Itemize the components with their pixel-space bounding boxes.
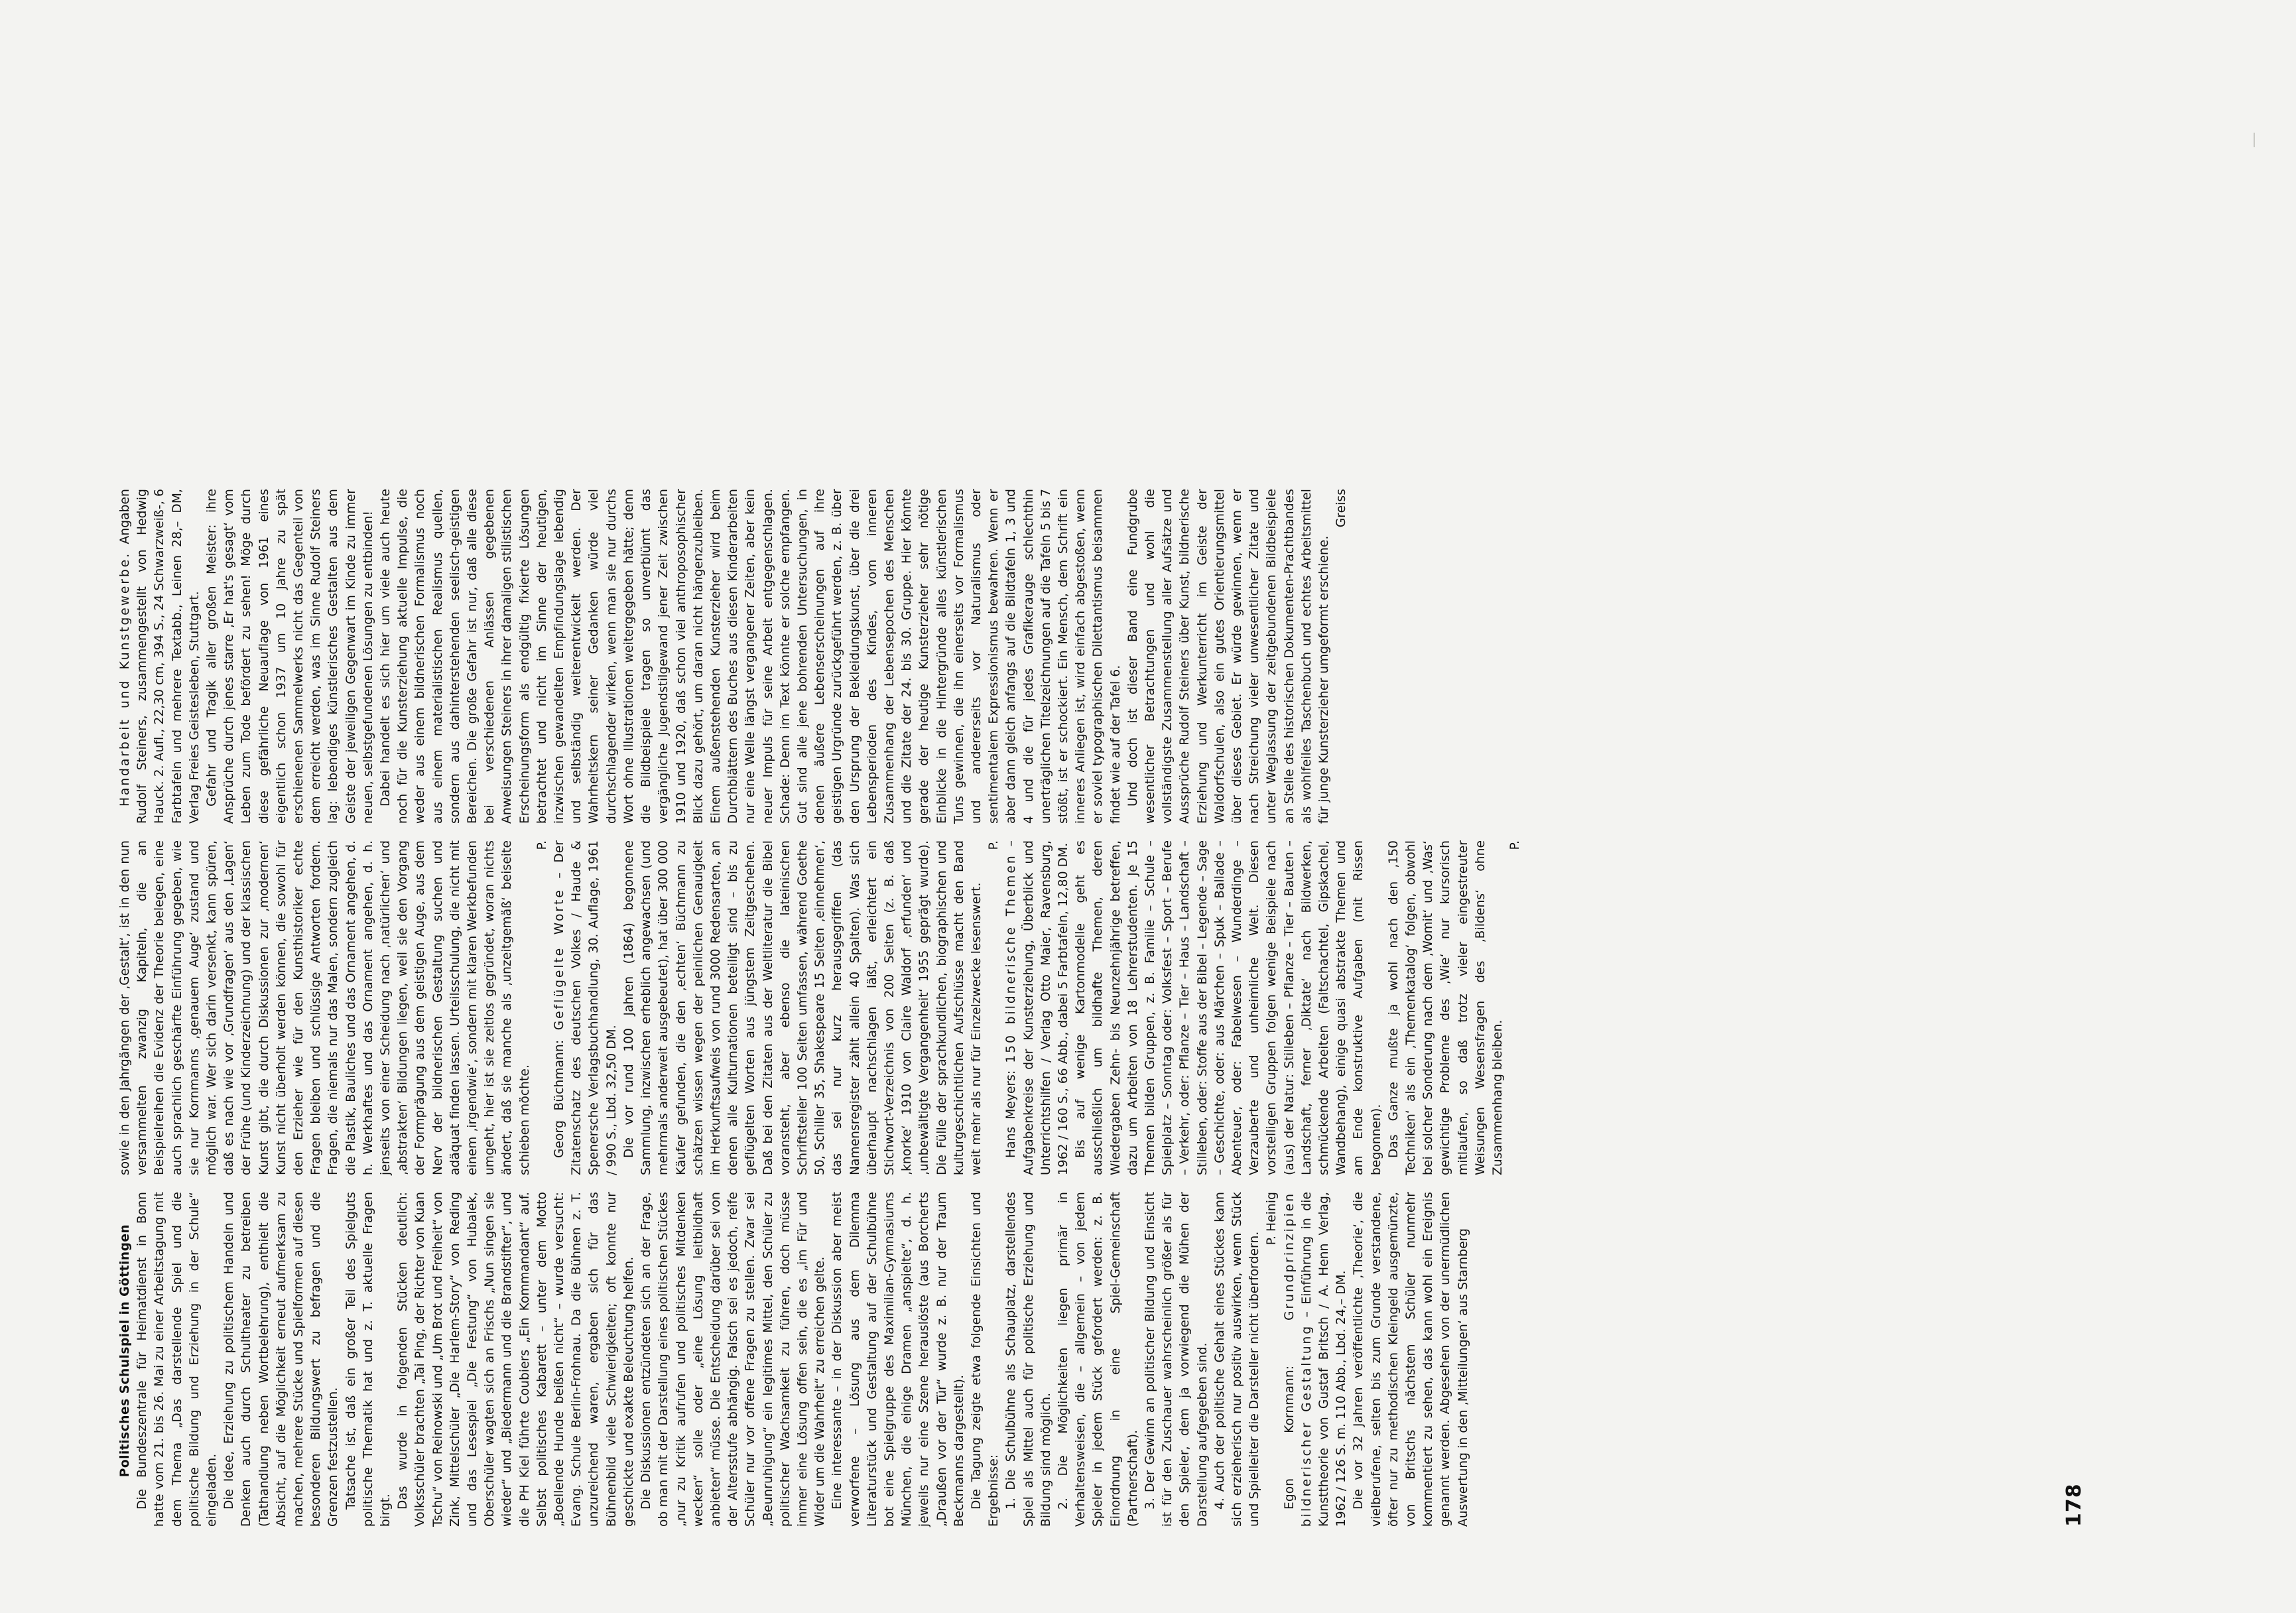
paragraph: Tatsache ist, daß ein großer Teil des Spielguts politische Thematik hat und z. T. aktuelle Fragen birgt. [344,1192,393,1527]
paragraph: Und doch ist dieser Band eine Fundgrube wesentlicher Betrachtungen und wohl die vollständigste Zusammenstellung aller Aufsätze und Aussprüche Rudolf Steiners über Kunst, bildnerische Erziehung und Werkunterricht im Geiste der Waldorfschulen, also ein gutes Orientierungsmittel über dieses Gebiet. Er würde gewinnen, wenn er nach Streichung vieler unwesentlicher Zitate und unter Weglassung der zeitgebundenen Bildbeispiele an Stelle des historischen Dokumenten-Prachtbandes als wohlfeiles Taschenbuch und echtes Arbeitsmittel für junge Kunsterzieher umgeformt erschiene. [1125,489,1332,824]
review-header [1003,840,1072,1175]
column-2 [117,840,1524,1175]
review-header [551,840,621,1175]
review-author: Egon Kornmann: [1282,1365,1297,1510]
review-author: Hans Meyers: [1004,1070,1019,1158]
column-3 [117,489,1350,824]
review-publication-info: – Aufgabenkreise der Kunsterziehung, Überblick und Unterrichtshilfen / Verlag Otto Maier, Ravensburg, 1962 / 160 S., 66 Abb., dabei 5 Farbtafeln, 12,80 DM. [1004,840,1070,1175]
paragraph: sowie in den Jahrgängen der ‚Gestalt‘, ist in den nun versammelten zwanzig Kapiteln, die an Beispielreihen die Evidenz der Theorie belegen, eine auch sprachlich geschärfte Einführung gegeben, wie sie nur Kornmanns ‚genauem Auge‘ zustand und möglich war. Wer sich darin versenkt, kann spüren, daß es nach wie vor ‚Grundfragen‘ aus den ‚Lagen‘ der Frühe (und Kinderzeichnung) und der klassischen Kunst gibt, die durch Diskussionen zur ‚modernen‘ Kunst nicht überholt werden können, die sowohl für den Erzieher wie für den Kunsthistoriker echte Fragen bleiben und schlüssige Antworten fordern. Fragen, die niemals nur das Malen, sondern zugleich die Plastik, Bauliches und das Ornament angehen, d. h. Werkhaftes und das Ornament angehen, d. h. jenseits von einer Scheidung nach ‚natürlichen‘ und ‚abstrakten‘ Bildungen liegen, weil sie den Vorgang der Formprägung aus dem geistigen Auge, aus dem Nerv der bildnerischen Gestaltung suchen und adäquat finden lassen. Urteilsschulung, die nicht mit einem ‚irgendwie‘, sondern mit klaren Werkbefunden umgeht, hier ist sie zeitlos gegründet, woran nichts ändert, daß sie manche als ‚unzeitgemäß‘ beiseite schieben möchte. [118,840,532,1175]
paragraph: Dabei handelt es sich hier um viele auch heute noch für die Kunsterziehung aktuelle Impulse, die weder aus einem bildnerischen Formalismus noch aus einem materialistischen Realismus quellen, sondern aus dahinterstehenden seelisch-geistigen Bereichen. Die große Gefahr ist nur, daß alle diese bei verschiedenen Anlässen gegebenen Anweisungen Steiners in ihrer damaligen stilistischen Erscheinungsform als endgültig fixierte Lösungen betrachtet und nicht im Sinne der heutigen, inzwischen gewandelten Empfindungslage lebendig und selbständig weiterentwickelt werden. Der Wahrheitskern seiner Gedanken würde viel durchschlagender wirken, wenn man sie nur durchs Wort ohne Illustrationen weitergegeben hätte; denn die Bildbeispiele tragen so unverblümt das vergängliche Jugendstilgewand jener Zeit zwischen 1910 und 1920, daß schon viel anthroposophischer Blick dazu gehört, um daran nicht hängenzubleiben. Einem außenstehenden Kunsterzieher wird beim Durchblättern des Buches aus diesen Kinderarbeiten nur eine Welle längst vergangener Zeiten, aber kein neuer Impuls für seine Arbeit entgegenschlagen. Schade: Denn im Text könnte er solche empfangen. Gut sind alle jene bohrenden Untersuchungen, in denen äußere Lebenserscheinungen auf ihre geistigen Urgründe zurückgeführt werden, z. B. über den Ursprung der Bekleidungskunst, über die drei Lebensperioden des Kindes, vom inneren Zusammenhang der Lebensepochen des Menschen und die Zitate der 24. bis 30. Gruppe. Hier könnte gerade der heutige Kunsterzieher sehr nötige Einblicke in die Hintergründe alles künstlerischen Tuns gewinnen, die ihn einerseits vor Formalismus und andererseits vor Naturalismus oder sentimentalem Expressionismus bewahren. Wenn er aber dann gleich anfangs auf die Bildtafeln 1, 3 und 4 und die für jedes Grafikerauge schlechthin unerträglichen Titelzeichnungen auf die Tafeln 5 bis 7 stößt, ist er schockiert. Ein Mensch, dem Schrift ein inneres Anliegen ist, wird einfach abgestoßen, wenn er soviel typographischen Dilettantismus beisammen findet wie auf der Tafel 6. [379,489,1123,824]
list-item: 3. Der Gewinn an politischer Bildung und Einsicht ist für den Zuschauer wahrscheinlich größer als für den Spieler, dem ja vorwiegend die Mühen der Darstellung aufgegeben sind. [1143,1192,1210,1527]
list-item: 2. Die Möglichkeiten liegen primär in Verhaltensweisen, die – allgemein – von jedem Spieler in jedem Stück gefordert werden: z. B. Einordnung in eine Spiel-Gemeinschaft (Partnerschaft). [1056,1192,1140,1527]
review-header [1281,1192,1351,1527]
review-publication-info: – Einführung in die Kunsttheorie von Gustaf Britsch / A. Henn Verlag, 1962 / 126 S. m. 110 Abb., Lbd. 24,– DM. [1299,1192,1349,1527]
review-publication-info: – Der Zitatenschatz des deutschen Volkes / Haude & Spenersche Verlagsbuchhandlung, 30. Auflage, 1961 / 990 S., Lbd. 32,50 DM. [552,840,619,1175]
column-1 [117,1192,1472,1527]
paragraph: Die vor rund 100 Jahren (1864) begonnene Sammlung, inzwischen erheblich angewachsen (und mehrmals anderweit ausgebeutet), hat über 300 000 Käufer gefunden, die den ‚echten‘ Büchmann zu schätzen wissen wegen der peinlichen Genauigkeit im Herkunftsaufweis von rund 3000 Redensarten, an denen alle Kulturnationen beteiligt sind – bis zu geflügelten Worten aus jüngstem Zeitgeschehen. Daß bei den Zitaten aus der Weltliteratur die Bibel voransteht, aber ebenso die lateinischen Schriftsteller 100 Seiten umfassen, während Goethe 50, Schiller 35, Shakespeare 15 Seiten ‚einnehmen‘, das sei nur kurz herausgegriffen (das Namensregister zählt allein 40 Spalten). Was sich überhaupt nachschlagen läßt, erleichtert ein Stichwort-Verzeichnis von 200 Seiten (z. B. daß ‚knorke‘ 1910 von Claire Waldorf ‚erfunden‘ und ‚unbewältigte Vergangenheit‘ 1955 geprägt wurde). Die Fülle der sprachkundlichen, biographischen und kulturgeschichtlichen Aufschlüsse macht den Band weit mehr als nur für Einzelzwecke lesenswert. [621,840,984,1175]
review-publication-info: Angaben Rudolf Steiners, zusammengestellt von Hedwig Hauck. 2. Aufl., 22,30 cm, 394 S., 24 Schwarzweiß-, 6 Farbtafeln und mehrere Textabb., Leinen 28,– DM, Verlag Freies Geistesleben, Stuttgart. [118,489,202,824]
review-author: Georg Büchmann: [552,1039,567,1158]
review-title: 150 bildnerische Themen [1004,854,1019,1063]
list-item: 1. Die Schulbühne als Schauplatz, darstellendes Spiel als Mittel auch für politische Erziehung und Bildung sind möglich. [1004,1192,1053,1527]
author-signature: Greiss [1334,489,1349,528]
review-header [117,489,204,824]
paragraph: Bis auf wenige Kartonmodelle geht es ausschließlich um bildhafte Themen, deren Wiedergaben Zehn- bis Neunzehnjährige betreffen, dazu um Arbeiten von 18 Lehrerstudenten. Je 15 Themen bilden Gruppen, z. B. Familie – Schule – Spielplatz – Sonntag oder: Volksfest – Sport – Berufe – Verkehr, oder: Pflanze – Tier – Haus – Landschaft – Stilleben, oder: Stoffe aus der Bibel – Legende – Sage – Geschichte, oder: aus Märchen – Spuk – Ballade – Abenteuer, oder: Fabelwesen – Wunderdinge – Verzauberte und unheimliche Welt. Diesen vorstelligen Gruppen folgen wenige Beispiele nach (aus) der Natur: Stilleben – Pflanze – Tier – Bauten – Landschaft, ferner ‚Diktate‘ nach Bildwerken, schmückende Arbeiten (Faltschachtel, Gipskachel, Wandbehang), einige quasi abstrakte Themen und am Ende konstruktive Aufgaben (mit Rissen begonnen). [1074,840,1383,1175]
paragraph: Die Diskussionen entzündeten sich an der Frage, ob man mit der Darstellung eines politischen Stückes „nur zu Kritik aufrufen und politisches Mitdenken wecken“ solle oder „eine Lösung leitbildhaft anbieten“ müsse. Die Entscheidung darüber sei von der Altersstufe abhängig. Falsch sei es jedoch, reife Schüler nur vor offene Fragen zu stellen. Zwar sei „Beunruhigung“ ein legitimes Mittel, den Schüler zu politischer Wachsamkeit zu führen, doch müsse immer eine Lösung offen sein, die es „im Für und Wider um die Wahrheit“ zu erreichen gelte. [639,1192,828,1527]
author-signature: P. [987,840,1001,850]
list-item: 4. Auch der politische Gehalt eines Stückes kann sich erzieherisch nur positiv auswirken, wenn Stück und Spielleiter die Darsteller nicht überfordern. [1212,1192,1262,1527]
paragraph: Das Ganze mußte ja wohl nach den ‚150 Techniken‘ als ein ‚Themenkatalog‘ folgen, obwohl bei solcher Sonderung nach dem ‚Womit‘ und ‚Was‘ gewichtige Probleme des ‚Wie‘ nur kursorisch mitlaufen, so daß trotz vieler eingestreuter Weisungen Wesensfragen des ‚Bildens‘ ohne Zusammenhang bleiben. [1386,840,1505,1175]
review-title: Handarbeit und Kunstgewerbe. [118,551,132,806]
paragraph: Die Bundeszentrale für Heimatdienst in Bonn hatte vom 21. bis 26. Mai zu einer Arbeitstagung mit dem Thema „Das darstellende Spiel und die politische Bildung und Erziehung in der Schule“ eingeladen. [135,1192,220,1527]
author-signature: P. [1508,840,1523,850]
paragraph: Die vor 32 Jahren veröffentlichte ‚Theorie‘, die vielberufene, selten bis zum Grunde verstandene, öfter nur zu methodischen Kleingeld ausgemünzte, von Britschs nächstem Schüler nunmehr kommentiert zu sehen, das kann wohl ein Ereignis genannt werden. Abgesehen von der unermüdlichen Auswertung in den ‚Mitteilungen‘ aus Starnberg [1352,1192,1470,1527]
paragraph: Eine interessante – in der Diskussion aber meist verworfene – Lösung aus dem Dilemma Literaturstück und Gestaltung auf der Schulbühne bot eine Spielgruppe des Maximilian-Gymnasiums München, die einige Dramen „anspielte“, d. h. jeweils nur eine Szene herauslöste (aus Borcherts „Draußen vor der Tür“ wurde z. B. nur der Traum Beckmanns dargestellt). [830,1192,966,1527]
page-number: 178 [2063,1483,2086,1527]
paragraph: Das wurde in folgenden Stücken deutlich: Volksschüler brachten „Tai Ping, der Richter von Kuan Tschu“ von Reinowski und „Um Brot und Freiheit“ von Zink, Mittelschüler „Die Harlem-Story“ von Reding und das Lesespiel „Die Festung“ von Hubalek, Oberschüler wagten sich an Frischs „Nun singen sie wieder“ und „Biedermann und die Brandstifter“, und die PH Kiel führte Coubiers „Ein Kommandant“ auf. Selbst politisches Kabarett – unter dem Motto „Boellende Hunde beißen nicht“ – wurde versucht: Evang. Schule Berlin-Frohnau. Da die Bühnen z. T. unzureichend waren, ergaben sich für das Bühnenbild viele Schwierigkeiten; oft konnte nur geschickte und exakte Beleuchtung helfen. [396,1192,636,1527]
paragraph: Die Tagung zeigte etwa folgende Einsichten und Ergebnisse: [969,1192,1001,1527]
paragraph: Die Idee, Erziehung zu politischem Handeln und Denken auch durch Schultheater zu betreiben (Tathandlung neben Wortbelehrung), enthielt die Absicht, auf die Möglichkeit erneut aufmerksam zu machen, mehrere Stücke und Spielformen auf diesen besonderen Bildungswert zu befragen und die Grenzen festzustellen. [222,1192,341,1527]
author-signature: P. Heinig [1265,1192,1279,1246]
review-title: Grundprinzipien bildnerischer Gestaltung [1282,1191,1314,1527]
author-signature: P. [535,840,549,850]
paragraph: Gefahr und Tragik aller großen Meister: ihre Ansprüche durch jenes starre ‚Er hat's gesagt‘ vom Leben zum Tode befördert zu sehen! Möge durch diese gefährliche Neuauflage von 1961 eines eigentlich schon 1937 um 10 Jahre zu spät erschienenen Sammelwerks nicht das Gegenteil von dem erreicht werden, was im Sinne Rudolf Steiners lag: lebendiges künstlerisches Gestalten aus dem Geiste der jeweiligen Gegenwart im Kinde zu immer neuen, selbstgefundenen Lösungen zu entbinden! [205,489,375,824]
article-heading: Politisches Schulspiel in Göttingen [118,1224,132,1478]
review-title: Geflügelte Worte [552,888,567,1031]
scan-edge-mark [2254,133,2255,147]
